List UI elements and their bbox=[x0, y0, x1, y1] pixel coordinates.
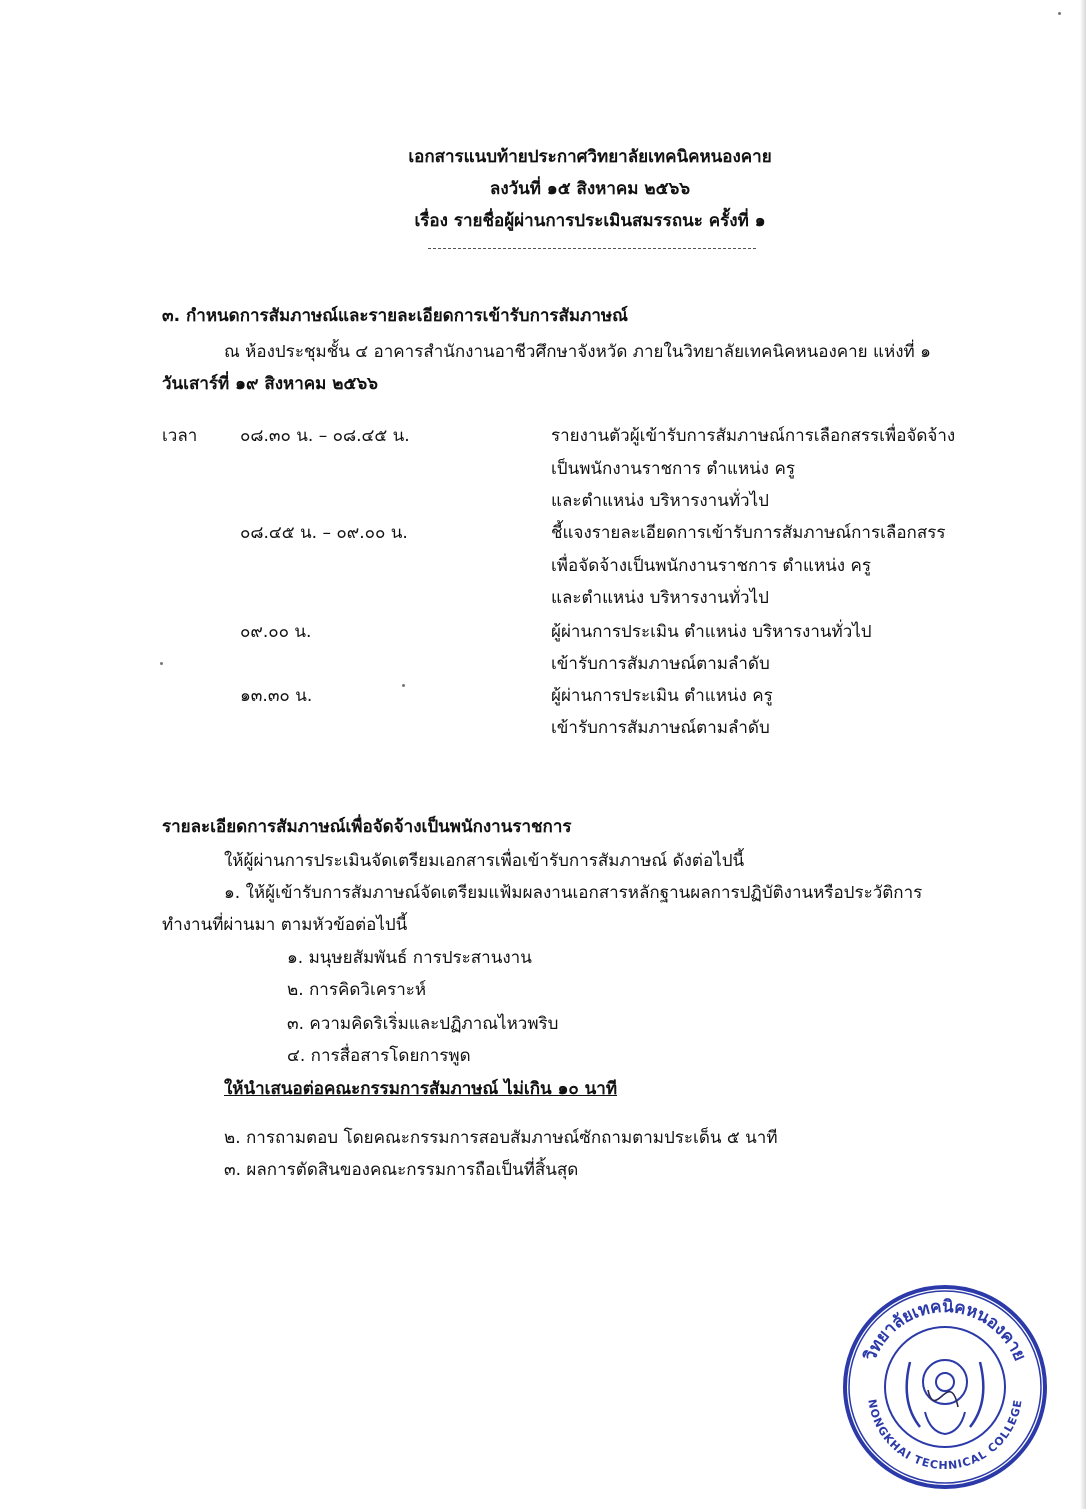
schedule-desc-2a: ชี้แจงรายละเอียดการเข้ารับการสัมภาษณ์การเลือกสรร bbox=[551, 523, 946, 543]
subitem-2: ๒. การคิดวิเคราะห์ bbox=[287, 980, 427, 1000]
details-item1-line2: ทำงานที่ผ่านมา ตามหัวข้อต่อไปนี้ bbox=[162, 915, 408, 935]
schedule-label: เวลา bbox=[162, 426, 198, 446]
presentation-note: ให้นำเสนอต่อคณะกรรมการสัมภาษณ์ ไม่เกิน ๑๐ นาที bbox=[224, 1079, 618, 1099]
details-item3: ๓. ผลการตัดสินของคณะกรรมการถือเป็นที่สิ้นสุด bbox=[224, 1160, 579, 1180]
details-item1-line1: ๑. ให้ผู้เข้ารับการสัมภาษณ์จัดเตรียมแฟ้มผลงานเอกสารหลักฐานผลการปฏิบัติงานหรือประวัติการ bbox=[224, 883, 923, 903]
header-line-2: ลงวันที่ ๑๕ สิงหาคม ๒๕๖๖ bbox=[489, 179, 691, 199]
interview-date: วันเสาร์ที่ ๑๙ สิงหาคม ๒๕๖๖ bbox=[162, 374, 378, 394]
subitem-1: ๑. มนุษยสัมพันธ์ การประสานงาน bbox=[287, 948, 532, 968]
college-seal-stamp bbox=[840, 1282, 1050, 1492]
schedule-desc-1b: เป็นพนักงานราชการ ตำแหน่ง ครู bbox=[551, 459, 795, 479]
scan-speck bbox=[1058, 12, 1061, 15]
schedule-time-4: ๑๓.๓๐ น. bbox=[240, 686, 313, 706]
details-intro: ให้ผู้ผ่านการประเมินจัดเตรียมเอกสารเพื่อเข้ารับการสัมภาษณ์ ดังต่อไปนี้ bbox=[224, 851, 745, 871]
subitem-4: ๔. การสื่อสารโดยการพูด bbox=[287, 1046, 471, 1066]
schedule-desc-3b: เข้ารับการสัมภาษณ์ตามลำดับ bbox=[551, 654, 770, 674]
interview-location: ณ ห้องประชุมชั้น ๔ อาคารสำนักงานอาชีวศึกษาจังหวัด ภายในวิทยาลัยเทคนิคหนองคาย แห่งที่ ๑ bbox=[224, 342, 931, 362]
schedule-desc-1a: รายงานตัวผู้เข้ารับการสัมภาษณ์การเลือกสรรเพื่อจัดจ้าง bbox=[551, 426, 956, 446]
schedule-desc-2c: และตำแหน่ง บริหารงานทั่วไป bbox=[551, 588, 769, 608]
header-line-1: เอกสารแนบท้ายประกาศวิทยาลัยเทคนิคหนองคาย bbox=[408, 147, 772, 167]
schedule-time-1: ๐๘.๓๐ น. – ๐๘.๔๕ น. bbox=[240, 426, 410, 446]
schedule-desc-4b: เข้ารับการสัมภาษณ์ตามลำดับ bbox=[551, 718, 770, 738]
svg-text:วิทยาลัยเทคนิคหนองคาย: วิทยาลัยเทคนิคหนองคาย bbox=[860, 1296, 1030, 1364]
svg-text:NONGKHAI TECHNICAL COLLEGE: NONGKHAI TECHNICAL COLLEGE bbox=[865, 1398, 1025, 1473]
details-heading: รายละเอียดการสัมภาษณ์เพื่อจัดจ้างเป็นพนักงานราชการ bbox=[162, 817, 572, 837]
schedule-desc-1c: และตำแหน่ง บริหารงานทั่วไป bbox=[551, 491, 769, 511]
header-line-3: เรื่อง รายชื่อผู้ผ่านการประเมินสมรรถนะ ครั้งที่ ๑ bbox=[414, 211, 766, 231]
details-item2: ๒. การถามตอบ โดยคณะกรรมการสอบสัมภาษณ์ซักถามตามประเด็น ๕ นาที bbox=[224, 1128, 778, 1148]
schedule-desc-3a: ผู้ผ่านการประเมิน ตำแหน่ง บริหารงานทั่วไป bbox=[551, 622, 872, 642]
header-divider bbox=[428, 248, 756, 249]
section3-heading: ๓. กำหนดการสัมภาษณ์และรายละเอียดการเข้ารับการสัมภาษณ์ bbox=[162, 306, 628, 326]
schedule-time-3: ๐๙.๐๐ น. bbox=[240, 622, 312, 642]
subitem-3: ๓. ความคิดริเริ่มและปฏิภาณไหวพริบ bbox=[287, 1014, 559, 1034]
scan-speck bbox=[402, 684, 405, 687]
schedule-desc-2b: เพื่อจัดจ้างเป็นพนักงานราชการ ตำแหน่ง ครู bbox=[551, 556, 872, 576]
scan-speck bbox=[160, 662, 163, 665]
schedule-desc-4a: ผู้ผ่านการประเมิน ตำแหน่ง ครู bbox=[551, 686, 773, 706]
schedule-time-2: ๐๘.๔๕ น. – ๐๙.๐๐ น. bbox=[240, 523, 408, 543]
